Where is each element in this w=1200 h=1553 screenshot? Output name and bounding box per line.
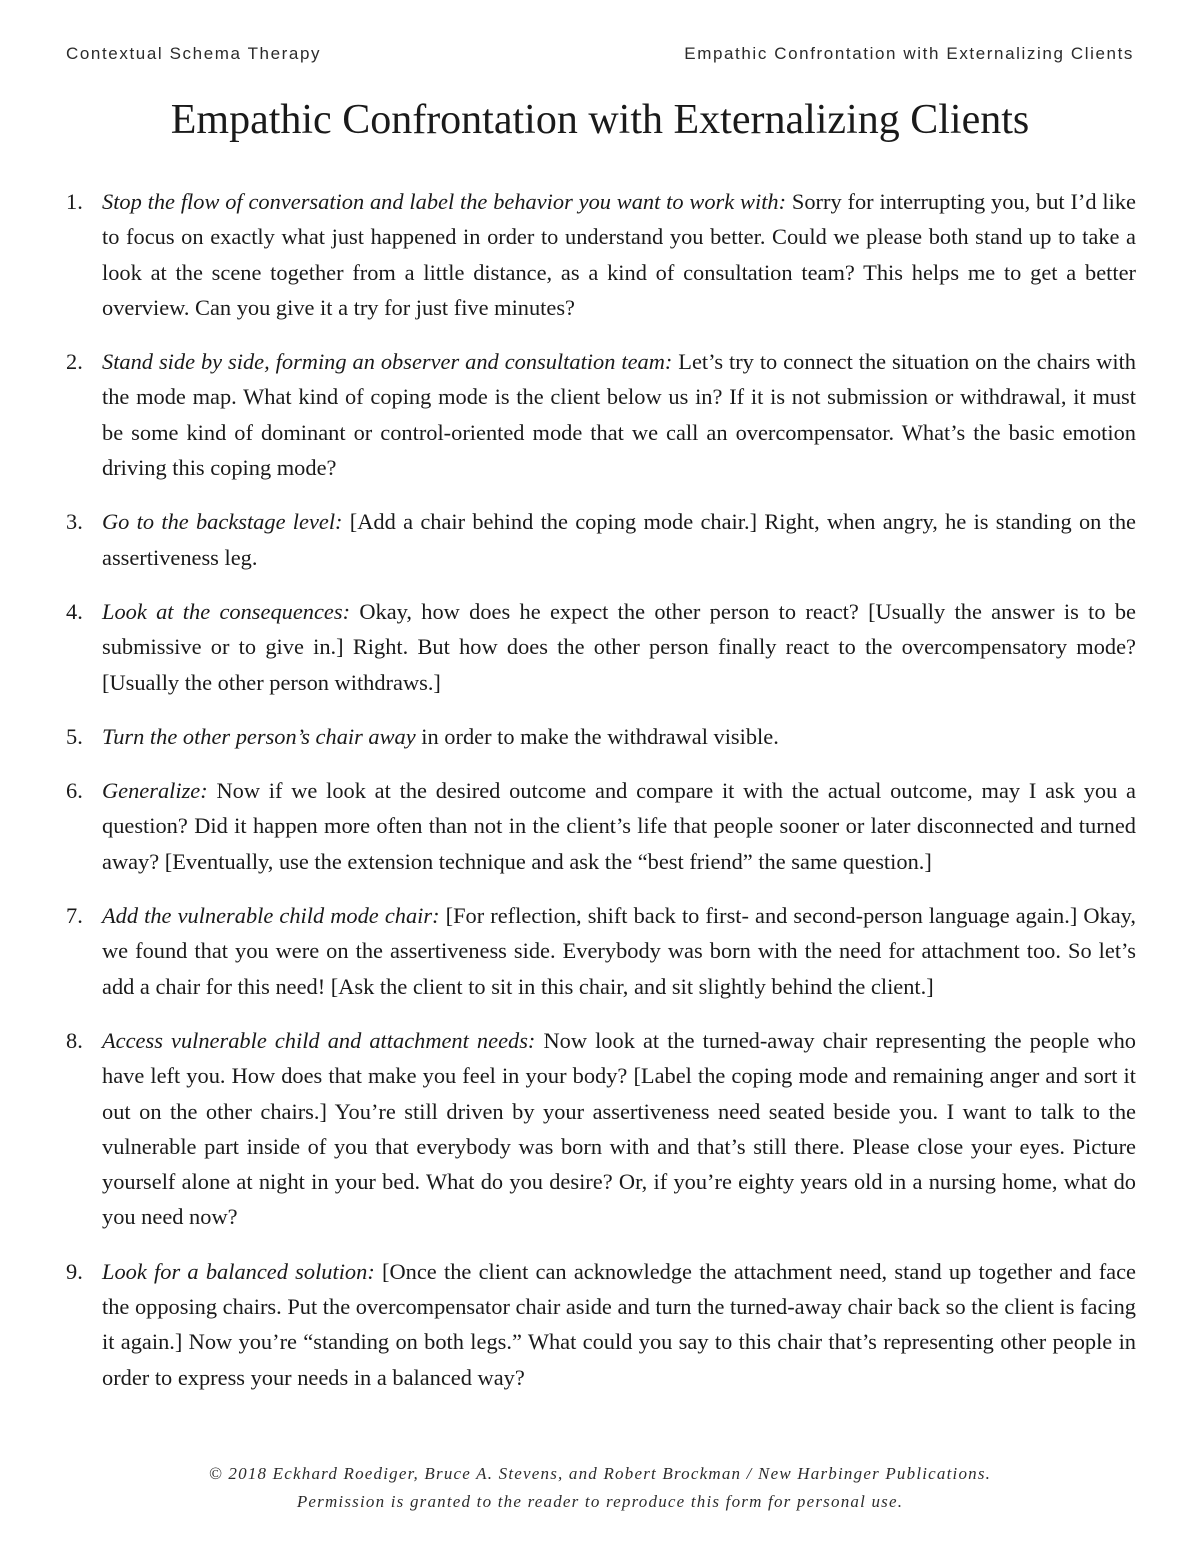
step-number: 6. [66,778,83,804]
step-number: 5. [66,723,83,749]
list-item [66,1023,1136,1235]
steps-list [66,184,1136,1414]
step-lead: Generalize: [102,778,208,804]
copyright-line: © 2018 Eckhard Roediger, Bruce A. Stevens, and Robert Brockman / New Harbinger Publications. [208,1464,992,1483]
step-text: Sorry for interrupting you, but I’d like to focus on exactly what just happened in order to understand you better. Could we please both stand up to take a look at the scene together from a little distance, as a kind of consultation team? This helps me to get a better overview. Can you give it a try for just five minutes? [102,189,1136,320]
list-item [66,184,1136,325]
step-number: 1. [66,189,83,214]
step-text: Now if we look at the desired outcome and compare it with the actual outcome, may I ask you a question? Did it happen more often than not in the client’s life that people sooner or later disconnected and turned away? [Eventually, use the extension technique and ask the “best friend” the same question.] [102,778,1136,874]
step-lead: Go to the backstage level: [102,509,343,535]
step-number: 3. [66,509,83,535]
step-number: 7. [66,903,83,929]
running-header [66,44,1134,64]
list-item [66,504,1136,575]
step-number: 4. [66,598,83,624]
copyright-footer [0,1460,1200,1516]
list-item [66,594,1136,700]
list-item [66,719,1136,754]
step-text: Okay, how does he expect the other person to react? [Usually the answer is to be submissive or to give in.] Right. But how does the other person finally react to the overcompensatory mode? [Usually the other person withdraws.] [102,598,1136,695]
step-lead: Look at the consequences: [102,598,351,624]
step-lead: Turn the other person’s chair away [102,723,416,749]
step-text: Let’s try to connect the situation on the chairs with the mode map. What kind of coping mode is the client below us in? If it is not submission or withdrawal, it must be some kind of dominant or control-oriented mode that we call an overcompensator. What’s the basic emotion driving this coping mode? [102,349,1136,481]
list-item [66,1254,1136,1395]
step-text: [Add a chair behind the coping mode chair.] Right, when angry, he is standing on the assertiveness leg. [102,509,1136,570]
step-lead: Stop the flow of conversation and label the behavior you want to work with: [102,189,787,214]
step-lead: Access vulnerable child and attachment needs: [102,1027,536,1053]
step-number: 8. [66,1027,83,1053]
step-number: 2. [66,349,83,375]
step-text: Now look at the turned-away chair representing the people who have left you. How does that make you feel in your body? [Label the coping mode and remaining anger and sort it out on the other chairs.] You’re still driven by your assertiveness need seated beside you. I want to talk to the vulnerable part inside of you that everybody was born with and that’s still there. Please close your eyes. Picture yourself alone at night in your bed. What do you desire? Or, if you’re eighty years old in a nursing home, what do you need now? [102,1027,1136,1230]
step-lead: Add the vulnerable child mode chair: [102,903,440,929]
list-item [66,773,1136,879]
step-text: in order to make the withdrawal visible. [415,723,779,749]
step-number: 9. [66,1258,83,1284]
step-lead: Look for a balanced solution: [102,1258,375,1284]
running-header-book-title: Contextual Schema Therapy [66,44,322,63]
list-item [66,344,1136,485]
step-text: [For reflection, shift back to first- and second-person language again.] Okay, we found that you were on the assertiveness side. Everybody was born with the need for attachment too. So let’s add a chair for this need! [Ask the client to sit in this chair, and sit slightly behind the client.] [102,903,1136,999]
step-lead: Stand side by side, forming an observer and consultation team: [102,349,673,375]
list-item [66,898,1136,1004]
page-title: Empathic Confrontation with Externalizing Clients [170,97,1030,143]
running-header-chapter-title: Empathic Confrontation with Externalizing Clients [684,44,1134,63]
permission-line: Permission is granted to the reader to reproduce this form for personal use. [296,1492,904,1511]
step-text: [Once the client can acknowledge the attachment need, stand up together and face the opposing chairs. Put the overcompensator chair aside and turn the turned-away chair back so the client is facing it again.] Now you’re “standing on both legs.” What could you say to this chair that’s representing other people in order to express your needs in a balanced way? [102,1258,1136,1390]
